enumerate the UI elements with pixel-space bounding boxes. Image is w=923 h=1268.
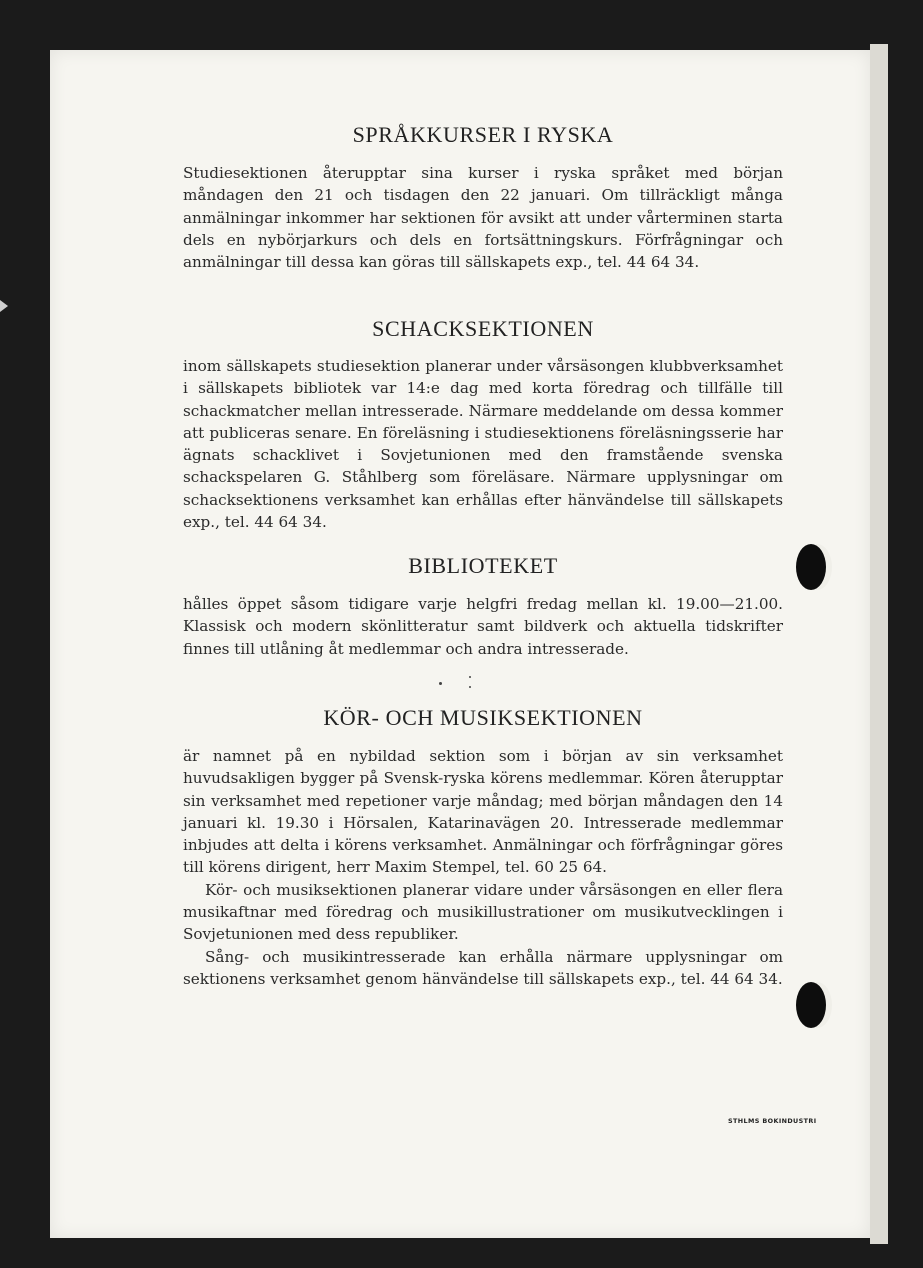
paragraph: Sång- och musikintresserade kan erhålla närmare upplysningar om sektionens verksamhet genom hänvändelse till sällskapets exp., tel. 44 64 34. (183, 947, 783, 988)
heading-kor-och-musiksektionen: KÖR- OCH MUSIKSEKTIONEN (323, 705, 643, 730)
section-schacksektionen (183, 355, 783, 533)
paragraph: hålles öppet såsom tidigare varje helgfri fredag mellan kl. 19.00—21.00. Klassisk och modern skönlitteratur samt bildverk och aktuella tidskrifter finnes till utlåning åt medlemmar och andra intresserade. (183, 595, 783, 658)
paragraph: Studiesektionen återupptar sina kurser i ryska språket med början måndagen den 21 och tisdagen den 22 januari. Om tillräckligt många anmälningar inkommer har sektionen för avsikt att under vårterminen starta dels en nybörjarkurs och dels en fortsättningskurs. Förfrågningar och anmälningar till dessa kan göras till sällskapets exp., tel. 44 64 34. (183, 164, 783, 272)
section-biblioteket (183, 593, 783, 660)
printer-imprint: STHLMS BOKINDUSTRI (728, 1117, 817, 1125)
punch-hole-lower (796, 982, 826, 1028)
paragraph: är namnet på en nybildad sektion som i början av sin verksamhet huvudsakligen bygger på Svensk-ryska körens medlemmar. Kören återupptar sin verksamhet med repetioner varje måndag; med början måndagen den 14 januari kl. 19.30 i Hörsalen, Katarinavägen 20. Intresserade medlemmar inbjudes att delta i körens verksamhet. Anmälningar och förfrågningar göres till körens dirigent, herr Maxim Stempel, tel. 60 25 64. (183, 747, 783, 877)
section-kor-och-musiksektionen (183, 745, 783, 990)
speck (439, 682, 442, 685)
speck (469, 686, 471, 688)
speck (469, 676, 471, 678)
heading-schacksektionen: SCHACKSEKTIONEN (372, 316, 594, 341)
paragraph: inom sällskapets studiesektion planerar under vårsäsongen klubbverksamhet i sällskapets bibliotek var 14:e dag med korta föredrag och tillfälle till schackmatcher mellan intresserade. Närmare meddelande om dessa kommer att publiceras senare. En föreläsning i studiesektionens föreläsningsserie har ägnats schacklivet i Sovjetunionen med den framstående svenska schackspelaren G. Ståhlberg som föreläsare. Närmare upplysningar om schacksektionens verksamhet kan erhållas efter hänvändelse till sällskapets exp., tel. 44 64 34. (183, 357, 783, 532)
punch-hole-upper (796, 544, 826, 590)
edge-mark (0, 300, 8, 312)
heading-sprakkurser: SPRÅKKURSER I RYSKA (352, 122, 614, 147)
paragraph: Kör- och musiksektionen planerar vidare under vårsäsongen en eller flera musikaftnar med föredrag och musikillustrationer om musikutvecklingen i Sovjetunionen med dess republiker. (183, 880, 783, 944)
section-sprakkurser (183, 162, 783, 273)
paper-edge-strip (870, 44, 888, 1244)
heading-biblioteket: BIBLIOTEKET (408, 553, 558, 578)
